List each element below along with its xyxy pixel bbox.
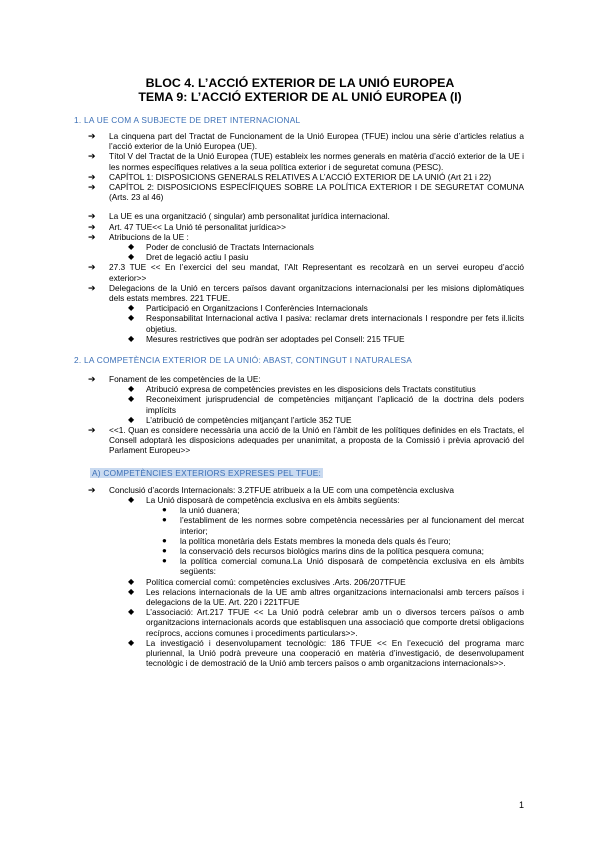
list-item: ➔ Atribucions de la UE : bbox=[88, 231, 189, 242]
section-1-heading: 1. LA UE COM A SUBJECTE DE DRET INTERNACIONAL bbox=[74, 115, 301, 125]
list-item: ➔ Conclusió d’acords Internacionals: 3.2TFUE atribueix a la UE com una competència exclusiva bbox=[88, 484, 454, 495]
sub-sub-list-item: ● la unió duanera; bbox=[162, 505, 240, 516]
arrow-icon: ➔ bbox=[88, 425, 96, 436]
sub-list-item: ◆ Mesures restrictives que podràn ser adoptades pel Consell: 215 TFUE bbox=[128, 333, 405, 344]
diamond-icon: ◆ bbox=[128, 333, 135, 343]
sub-list-item: ◆ Dret de legació actiu I pasiu bbox=[128, 252, 249, 263]
section-1-list-a bbox=[0, 131, 600, 202]
diamond-icon: ◆ bbox=[128, 394, 135, 404]
dot-icon: ● bbox=[162, 515, 167, 525]
sub-list-item: ◆ L’atribució de competències mitjançant l’article 352 TUE bbox=[128, 414, 352, 425]
sub-list-item: ◆ Reconeiximent jurisprudencial de competències mitjançant l’aplicació de la doctrina dels poders implícits bbox=[128, 394, 524, 415]
sub-sub-list-item: ● la política comercial comuna.La Unió disposarà de competència exclusiva en els àmbits següents: bbox=[162, 556, 524, 577]
sub-list-item: ◆ L’associació: Art.217 TFUE << La Unió podrà celebrar amb un o diversos tercers països o amb organitzacions internacionals acords que establisquen una associació que comporte dretsi obligacions recíprocs, accions comunes i procediments particulars>>. bbox=[128, 607, 524, 638]
subsection-a-heading: A) COMPETÈNCIES EXTERIORS EXPRESES PEL TFUE: bbox=[92, 467, 322, 478]
list-item: ➔ CAPÍTOL 1: DISPOSICIONS GENERALS RELATIVES A L’ACCIÓ EXTERIOR DE LA UNIÓ (Art 21 i 22) bbox=[88, 171, 492, 182]
list-item: ➔ Delegacions de la Unió en tercers països davant organitzacions internacionalsi per les misions diplomàtiques dels estats membres. 221 TFUE. bbox=[88, 282, 524, 304]
arrow-icon: ➔ bbox=[88, 131, 96, 141]
arrow-icon: ➔ bbox=[88, 151, 96, 162]
list-item: ➔ La cinquena part del Tractat de Funcionament de la Unió Europea (TFUE) inclou una sèrie d’articles relatius a l’acció exterior de la Unió Europea (UE). bbox=[88, 131, 524, 152]
arrow-icon: ➔ bbox=[88, 211, 96, 222]
diamond-icon: ◆ bbox=[128, 313, 135, 323]
sub-sub-list-item: ● la política monetària dels Estats membres la moneda dels quals és l’euro; bbox=[162, 535, 451, 546]
sub-list-item: ◆ Participació en Organitzacions I Conferències Internacionals bbox=[128, 303, 368, 314]
list-item: ➔ Títol V del Tractat de la Unió Europea (TUE) estableix les normes generals en matèria d’acció exterior de la UE i les normes específiques relatives a la seua política exterior i de seguretat comuna (PESC). bbox=[88, 151, 524, 172]
arrow-icon: ➔ bbox=[88, 282, 96, 293]
list-item: ➔ 27.3 TUE << En l’exercici del seu mandat, l’Alt Representant es recolzarà en un servei europeu d’acció exterior>> bbox=[88, 262, 524, 283]
diamond-icon: ◆ bbox=[128, 637, 135, 647]
diamond-icon: ◆ bbox=[128, 607, 135, 617]
sub-list-item: ◆ Atribució expresa de competències previstes en les disposicions dels Tractats constitutius bbox=[128, 384, 476, 395]
arrow-icon: ➔ bbox=[88, 374, 96, 385]
diamond-icon: ◆ bbox=[128, 494, 135, 504]
subsection-a-list bbox=[0, 485, 600, 669]
arrow-icon: ➔ bbox=[88, 484, 96, 495]
list-item: ➔ Art. 47 TUE<< La Unió té personalitat jurídica>> bbox=[88, 221, 286, 232]
diamond-icon: ◆ bbox=[128, 384, 135, 394]
sub-list-item: ◆ La investigació i desenvolupament tecnològic: 186 TFUE << En l’execució del programa marc pluriennal, la Unió podrà preveure una cooperació en matèria d’investigació, de desenvolupament tecnològic i de demostració de la Unió amb tercers països o amb organitzacions internacionals>>. bbox=[128, 637, 524, 669]
sub-list-item: ◆ Política comercial comú: competències exclusives .Arts. 206/207TFUE bbox=[128, 576, 406, 587]
diamond-icon: ◆ bbox=[128, 576, 135, 586]
diamond-icon: ◆ bbox=[128, 586, 135, 596]
sub-list-item: ◆ Les relacions internacionals de la UE amb altres organitzacions internacionalsi amb tercers països i delegacions de la UE. Art. 220 i 221TFUE bbox=[128, 586, 524, 607]
sub-list-item: ◆ Responsabilitat Internacional activa I pasiva: reclamar drets internacionals I respondre per fets il.licits objetius. bbox=[128, 313, 524, 334]
sub-list-item: ◆ Poder de conclusió de Tractats Internacionals bbox=[128, 242, 314, 253]
list-item: ➔ Fonament de les competències de la UE: bbox=[88, 374, 261, 385]
section-1-list-b bbox=[0, 211, 600, 344]
document-title: BLOC 4. L’ACCIÓ EXTERIOR DE LA UNIÓ EUROPEA bbox=[145, 76, 455, 90]
dot-icon: ● bbox=[162, 556, 167, 566]
dot-icon: ● bbox=[162, 545, 167, 555]
diamond-icon: ◆ bbox=[128, 242, 135, 252]
dot-icon: ● bbox=[162, 505, 167, 515]
arrow-icon: ➔ bbox=[88, 171, 96, 182]
sub-sub-list-item: ● l’establiment de les normes sobre competència necessàries per al funcionament del mercat interior; bbox=[162, 515, 524, 536]
section-2-heading: 2. LA COMPETÈNCIA EXTERIOR DE LA UNIÓ: ABAST, CONTINGUT I NATURALESA bbox=[74, 355, 413, 366]
arrow-icon: ➔ bbox=[88, 221, 96, 232]
sub-list-item: ◆ La Unió disposarà de competència exclusiva en els àmbits següents: bbox=[128, 494, 400, 505]
list-item: ➔ <<1. Quan es considere necessària una acció de la Unió en l’àmbit de les polítiques definides en els Tractats, el Consell adoptarà les disposicions adequades per unanimitat, a proposta de la Comissió i prèvia aprovació del Parlament Europeu>> bbox=[88, 425, 524, 456]
arrow-icon: ➔ bbox=[88, 182, 96, 193]
sub-sub-list-item: ● la conservació dels recursos biològics marins dins de la política pesquera comuna; bbox=[162, 545, 484, 556]
arrow-icon: ➔ bbox=[88, 262, 96, 273]
dot-icon: ● bbox=[162, 535, 167, 545]
list-item: ➔ CAPÍTOL 2: DISPOSICIONS ESPECÍFIQUES SOBRE LA POLÍTICA EXTERIOR I DE SEGURETAT COMUNA (Arts. 23 al 46) bbox=[88, 182, 524, 203]
document-subtitle: TEMA 9: L’ACCIÓ EXTERIOR DE AL UNIÓ EUROPEA (I) bbox=[138, 90, 462, 104]
section-2-list bbox=[0, 374, 600, 456]
page-number: 1 bbox=[518, 800, 524, 810]
list-item: ➔ La UE es una organització ( singular) amb personalitat jurídica internacional. bbox=[88, 211, 390, 222]
diamond-icon: ◆ bbox=[128, 414, 135, 424]
diamond-icon: ◆ bbox=[128, 252, 135, 262]
diamond-icon: ◆ bbox=[128, 303, 135, 313]
arrow-icon: ➔ bbox=[88, 231, 96, 242]
